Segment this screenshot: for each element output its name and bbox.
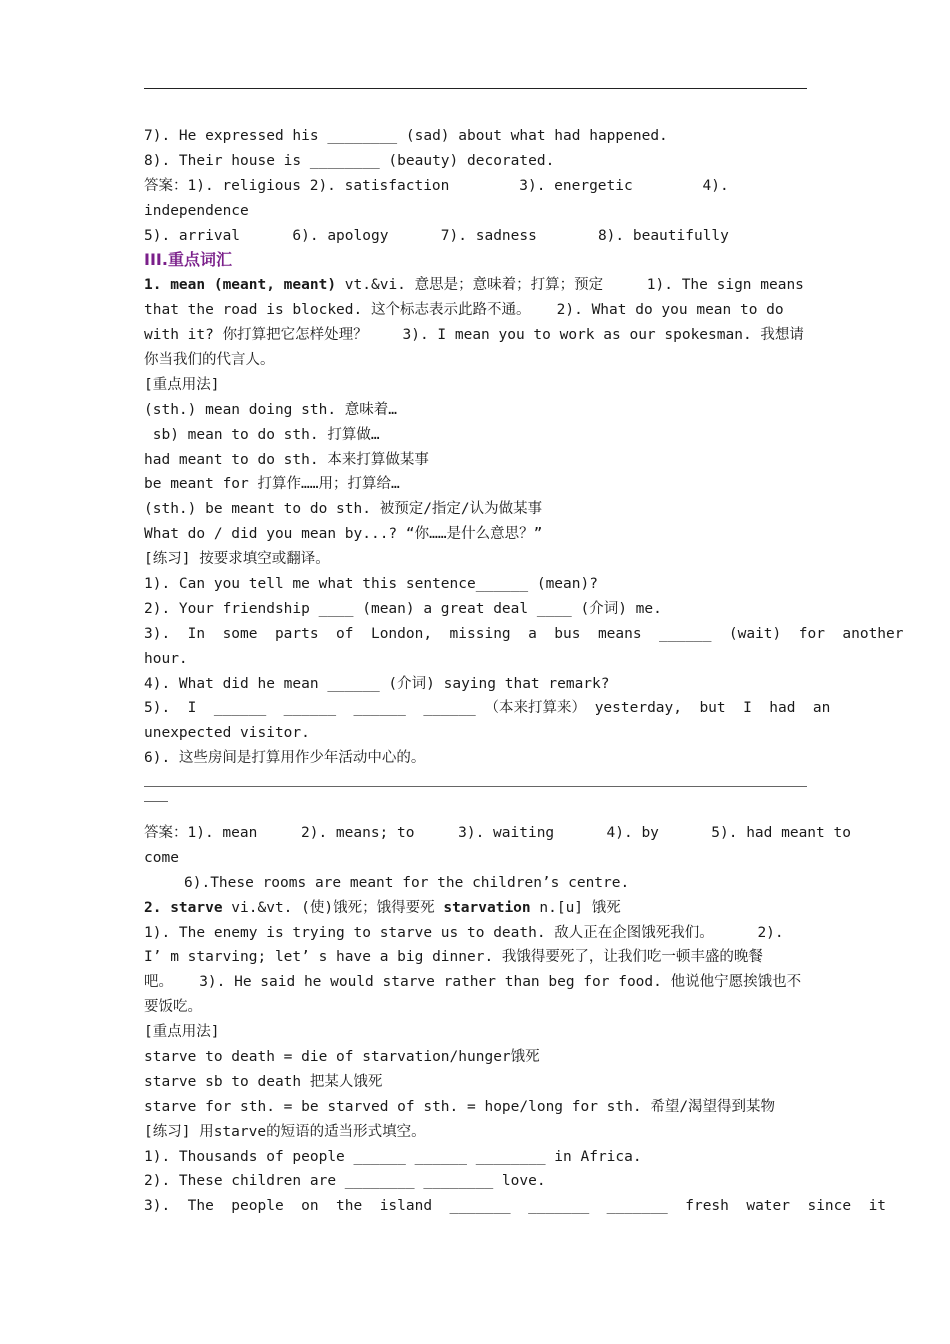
answer-blank-rule [144,771,807,796]
usage-line: starve sb to death 把某人饿死 [144,1073,383,1090]
answer-line: 答案：1). mean 2). means; to 3). waiting 4). by 5). had meant to [144,824,851,841]
example-line: 1). The enemy is trying to starve us to death. 敌人正在企图饿死我们。 2). [144,924,784,941]
vocab-entry-mean [144,273,807,298]
example-line: I’ m starving; let’ s have a big dinner. 我饿得要死了，让我们吃一顿丰盛的晚餐 [144,949,763,966]
exercise-line: 3). The people on the island _______ _______ _______ fresh water since it [144,1198,887,1215]
usage-line: (sth.) mean doing sth. 意味着… [144,401,398,418]
usage-line: (sth.) be meant to do sth. 被预定/指定/认为做某事 [144,501,543,518]
vocab-entry-starve [144,896,807,921]
exercise-line: unexpected visitor. [144,725,310,742]
vocab-headword: 1. mean (meant, meant) [144,277,337,294]
vocab-headword: 2. starve [144,899,223,916]
answer-blank-rule-end [144,796,807,821]
usage-line: sb) mean to do sth. 打算做… [144,426,380,443]
answer-line: independence [144,202,249,219]
exercise-line: 1). Thousands of people ______ ______ ________ in Africa. [144,1148,642,1165]
vocab-definition: vi.&vt. (使)饿死；饿得要死 [222,899,444,916]
usage-label: [重点用法] [144,376,220,393]
usage-line: had meant to do sth. 本来打算做某事 [144,451,429,468]
usage-line: be meant for 打算作……用；打算给… [144,476,400,493]
exercise-line: 6). 这些房间是打算用作少年活动中心的。 [144,750,426,767]
vocab-definition: vt.&vi. 意思是；意味着；打算；预定 1). The sign means [336,277,804,294]
section-heading: III.重点词汇 [144,250,232,270]
usage-line: starve to death = die of starvation/hunger饿死 [144,1048,540,1065]
example-line: that the road is blocked. 这个标志表示此路不通。 2). What do you mean to do [144,302,784,319]
exercise-line: 8). Their house is ________ (beauty) decorated. [144,152,555,169]
document-body [144,124,904,1219]
practice-label: [练习] 用starve的短语的适当形式填空。 [144,1123,426,1140]
exercise-line: 5). I ______ ______ ______ ______ （本来打算来） yesterday, but I had an [144,700,831,717]
usage-line: What do / did you mean by...? “你……是什么意思？” [144,526,543,543]
example-line: 你当我们的代言人。 [144,352,275,369]
exercise-line: 3). In some parts of London, missing a bus means ______ (wait) for another [144,625,904,642]
vocab-derivative: starvation [443,899,531,916]
answer-line: 5). arrival 6). apology 7). sadness 8). beautifully [144,227,729,244]
usage-label: [重点用法] [144,1024,220,1041]
vocab-derivative-definition: n.[u] 饿死 [530,899,621,916]
practice-label: [练习] 按要求填空或翻译。 [144,551,330,568]
answer-line: 答案：1). religious 2). satisfaction 3). energetic 4). [144,177,729,194]
exercise-line: 7). He expressed his ________ (sad) about what had happened. [144,128,668,144]
exercise-line: 4). What did he mean ______ (介词) saying that remark? [144,675,610,692]
exercise-line: hour. [144,650,188,667]
usage-line: starve for sth. = be starved of sth. = hope/long for sth. 希望/渴望得到某物 [144,1098,776,1115]
example-line: with it? 你打算把它怎样处理？ 3). I mean you to work as our spokesman. 我想请 [144,327,804,344]
exercise-line: 2). These children are ________ ________ love. [144,1173,546,1190]
example-line: 要饭吃。 [144,999,202,1016]
header-rule [144,88,807,89]
exercise-line: 2). Your friendship ____ (mean) a great deal ____ (介词) me. [144,600,662,617]
exercise-line: 1). Can you tell me what this sentence______ (mean)? [144,576,598,593]
example-line: 吧。 3). He said he would starve rather than beg for food. 他说他宁愿挨饿也不 [144,974,802,991]
answer-line: 6).These rooms are meant for the children’s centre. [184,874,630,891]
answer-line: come [144,849,179,866]
